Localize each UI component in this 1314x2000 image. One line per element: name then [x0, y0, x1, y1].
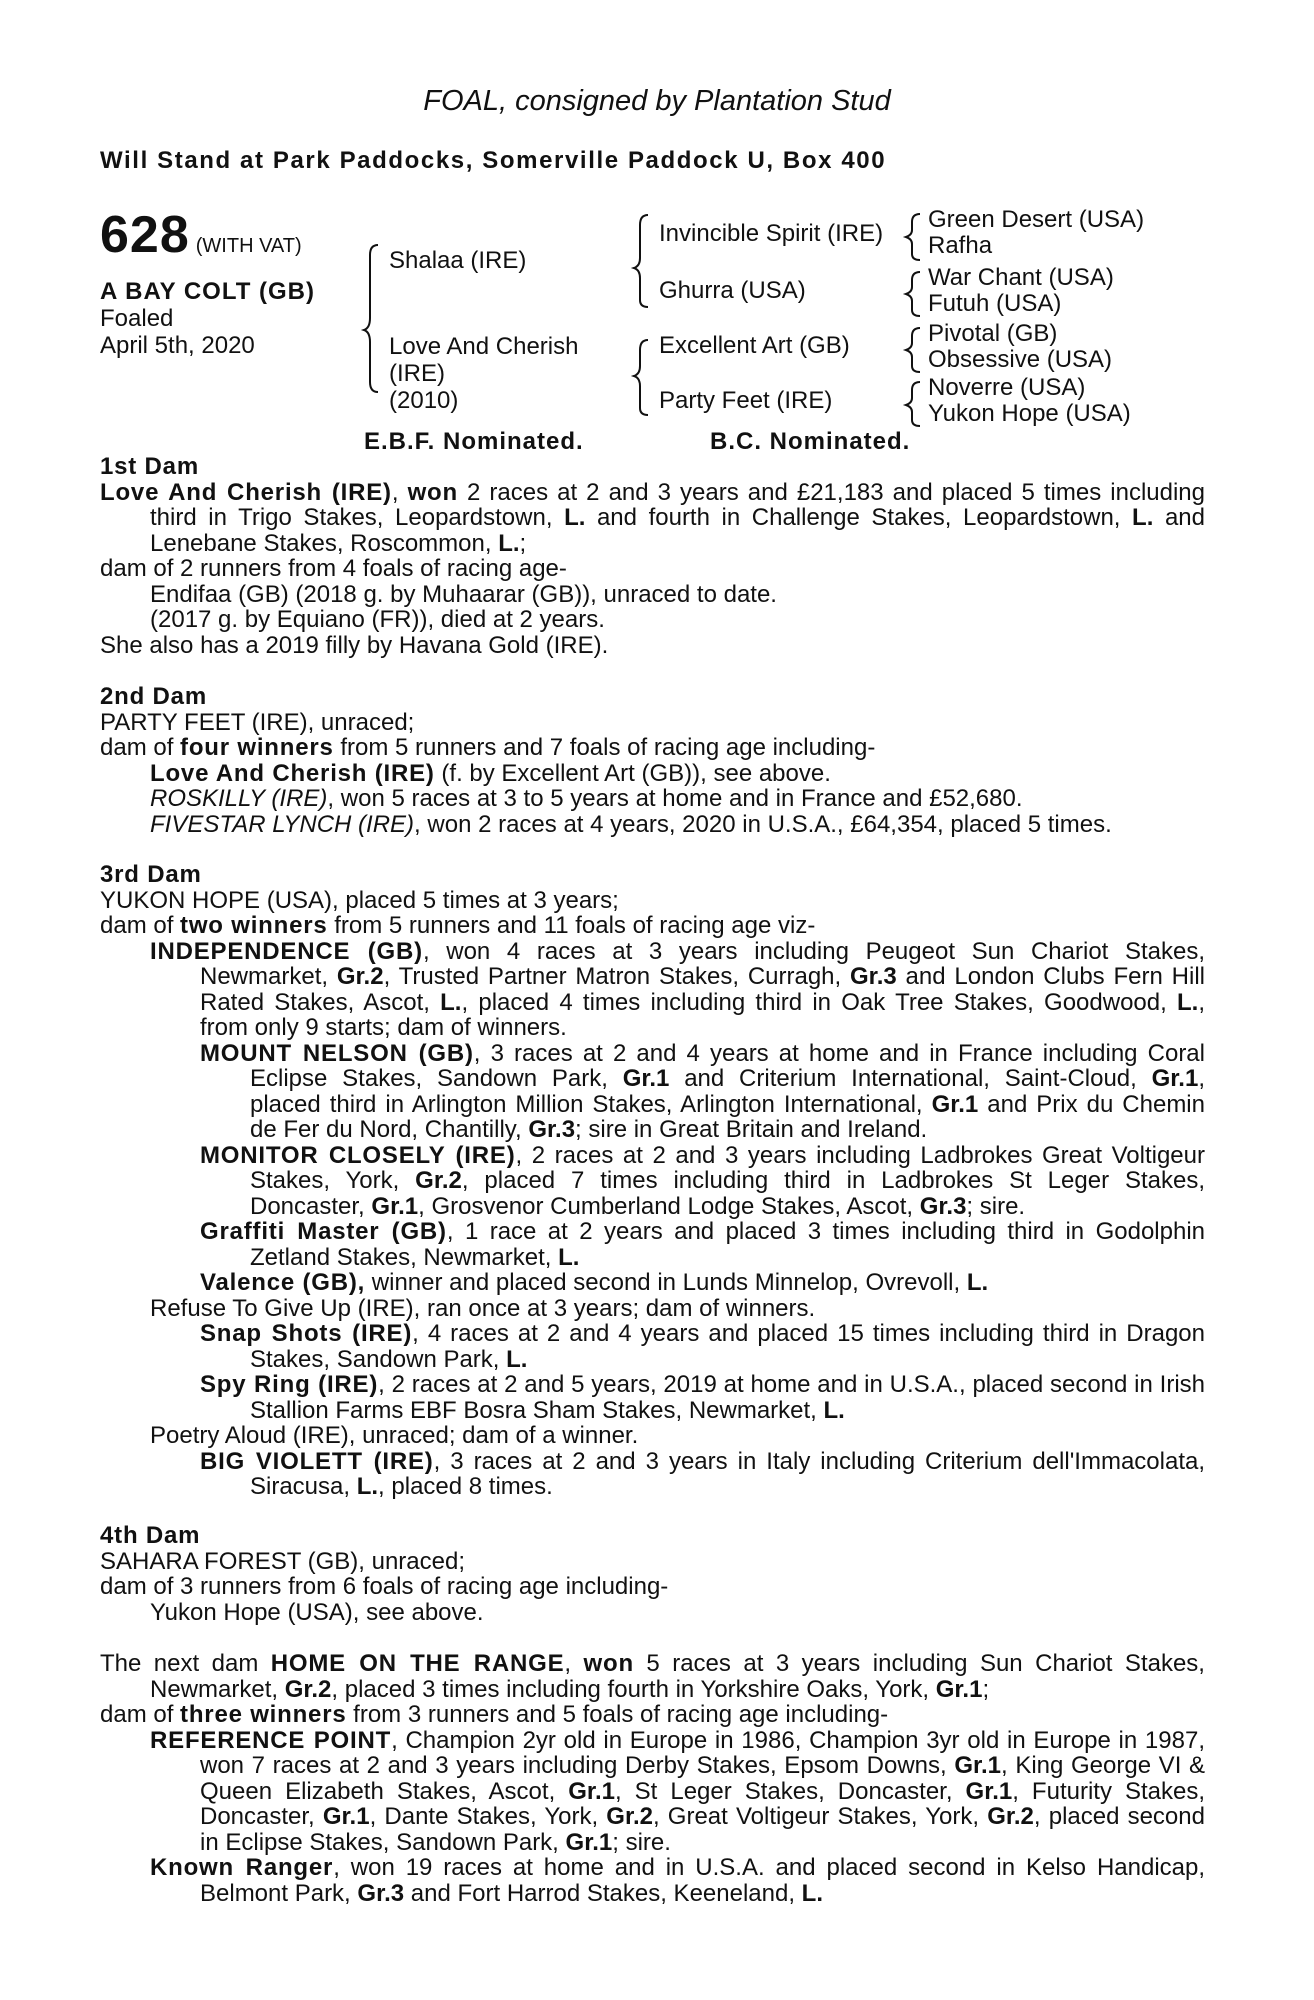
group-mark: Gr.1 [565, 1828, 613, 1856]
lot-title: A BAY COLT (GB) [100, 278, 316, 305]
progeny-name: MOUNT NELSON (GB) [200, 1039, 474, 1067]
progeny-snap-shots [100, 1321, 1205, 1372]
first-dam-heading: 1st Dam [100, 453, 199, 480]
sire-sire: Invincible Spirit (IRE) [659, 220, 884, 247]
record-text: from 5 runners and 11 foals of racing age viz- [327, 912, 816, 939]
group-mark: Gr.1 [954, 1752, 1002, 1779]
record-text: and London Clubs Fern Hill Rated Stakes, Ascot, [200, 963, 1205, 1016]
group-mark: Gr.1 [965, 1777, 1013, 1805]
record-text: and fourth in Challenge Stakes, Leopardstown, [585, 504, 1133, 531]
group-mark: Gr.3 [919, 1192, 967, 1220]
progeny-known-ranger [100, 1855, 1205, 1906]
sire-dam: Ghurra (USA) [659, 277, 806, 304]
group-mark: Gr.1 [371, 1192, 419, 1220]
record-text: The next dam [100, 1650, 271, 1677]
winners-count: three winners [180, 1701, 347, 1728]
record-text: and Lenebane Stakes, Roscommon, [150, 504, 1205, 557]
ggs-4: Futuh (USA) [928, 290, 1062, 317]
record-text: , Grosvenor Cumberland Lodge Stakes, Ascot, [418, 1192, 920, 1220]
third-dam-heading: 3rd Dam [100, 861, 202, 888]
record-text: , placed 3 times including fourth in Yorkshire Oaks, York, [331, 1675, 936, 1703]
dam-sire: Excellent Art (GB) [659, 332, 850, 359]
won-text: won [407, 478, 458, 506]
record-text: , Trusted Partner Matron Stakes, Curragh, [383, 963, 851, 990]
group-mark: Gr.1 [935, 1675, 983, 1703]
listed-mark: L. [1177, 988, 1199, 1016]
progeny-1: Endifaa (GB) (2018 g. by Muhaarar (GB)), unraced to date. [150, 580, 777, 608]
dam-name [389, 333, 578, 414]
group-mark: Gr.1 [322, 1803, 370, 1830]
record-text: ; sire. [966, 1192, 1026, 1220]
listed-mark: L. [823, 1396, 845, 1424]
foaled-label: Foaled [100, 305, 174, 332]
second-dam-section [100, 684, 1205, 837]
record-text: and Criterium International, Saint-Cloud, [669, 1065, 1152, 1092]
lot-heading: FOAL, consigned by Plantation Stud [423, 85, 891, 117]
progeny-name: INDEPENDENCE (GB) [150, 937, 423, 965]
ggs-6: Obsessive (USA) [928, 346, 1113, 373]
record-text: , St Leger Stakes, Doncaster, [614, 1777, 966, 1805]
progeny-3 [100, 812, 1205, 838]
next-dam-name: HOME ON THE RANGE [270, 1650, 565, 1677]
listed-mark: L. [1132, 504, 1154, 531]
group-mark: Gr.1 [622, 1065, 670, 1092]
first-dam-section [100, 454, 1205, 658]
stand-location: Will Stand at Park Paddocks, Somerville Paddock U, Box 400 [100, 147, 887, 174]
ggs-3: War Chant (USA) [928, 264, 1114, 291]
fourth-dam-section [100, 1523, 1205, 1625]
ggs-8: Yukon Hope (USA) [928, 400, 1131, 427]
fourth-dam-heading: 4th Dam [100, 1522, 201, 1549]
next-dam-section [100, 1651, 1205, 1906]
next-dam-produce [100, 1702, 1205, 1728]
group-mark: Gr.2 [606, 1803, 653, 1830]
dam-name-line3: (2010) [389, 387, 459, 414]
record-text: , placed third in Arlington Million Stakes, Arlington International, [250, 1065, 1205, 1118]
progeny-poetry-aloud: Poetry Aloud (IRE), unraced; dam of a winner. [150, 1422, 639, 1449]
progeny-valence [100, 1270, 1205, 1296]
record-text: and Prix du Chemin de Fer du Nord, Chantilly, [250, 1090, 1205, 1143]
progeny-independence [100, 939, 1205, 1041]
second-dam-heading: 2nd Dam [100, 683, 207, 710]
progeny-name: Graffiti Master (GB) [200, 1218, 447, 1245]
third-dam-produce [100, 913, 1205, 939]
first-dam-record: Love And Cherish (IRE), won 2 races at 2 and 3 years and £21,183 and placed 5 times including third in Trigo Stakes, Leopardstown, L. and fourth in Challenge Stakes, Leopardstown, L. and Lenebane Stakes, Roscommon, L.; [100, 478, 1206, 557]
listed-mark: L. [564, 504, 586, 531]
ggs-7: Noverre (USA) [928, 374, 1086, 401]
record-text: , from only 9 starts; dam of winners. [200, 988, 1206, 1041]
group-mark: Gr.2 [415, 1167, 462, 1194]
listed-mark: L. [356, 1473, 379, 1500]
listed-mark: L. [558, 1243, 580, 1271]
winners-count: two winners [180, 912, 328, 939]
record-text: ; sire in Great Britain and Ireland. [575, 1116, 928, 1143]
sire-name: Shalaa (IRE) [389, 247, 527, 274]
record-text: , won 2 races at 4 years, 2020 in U.S.A., £64,354, placed 5 times. [414, 810, 1112, 838]
record-text: , 2 races at 2 and 5 years, 2019 at home and in U.S.A., placed second in Irish Stallion Farms EBF Bosra Sham Stakes, Newmarket, [250, 1371, 1206, 1424]
third-dam-line: YUKON HOPE (USA), placed 5 times at 3 years; [100, 886, 619, 914]
progeny-reference-point [100, 1728, 1205, 1856]
record-text: , 1 race at 2 years and placed 3 times including third in Godolphin Zetland Stakes, Newmarket, [250, 1218, 1205, 1271]
progeny-name: Spy Ring (IRE) [200, 1371, 379, 1398]
progeny-2: (2017 g. by Equiano (FR)), died at 2 years. [150, 606, 605, 633]
progeny-graffiti-master [100, 1219, 1205, 1270]
record-text: , Futurity Stakes, Doncaster, [200, 1777, 1206, 1830]
listed-mark: L. [966, 1269, 989, 1296]
record-text: from 5 runners and 7 foals of racing age including- [333, 734, 876, 761]
record-text: , Dante Stakes, York, [369, 1803, 607, 1830]
vat-note: (WITH VAT) [195, 235, 302, 257]
bc-nomination: B.C. Nominated. [710, 428, 911, 455]
group-mark: Gr.3 [357, 1879, 405, 1907]
group-mark: Gr.1 [568, 1777, 615, 1805]
progeny-name: REFERENCE POINT [150, 1726, 392, 1754]
dam-name-line2: (IRE) [389, 360, 445, 387]
second-dam-produce [100, 735, 1205, 761]
progeny-1: Yukon Hope (USA), see above. [150, 1598, 484, 1626]
second-dam-line: PARTY FEET (IRE), unraced; [100, 708, 415, 736]
record-text: dam of [100, 1701, 181, 1728]
progeny-refuse-to-give-up: Refuse To Give Up (IRE), ran once at 3 years; dam of winners. [150, 1294, 816, 1322]
record-text: , placed 7 times including third in Ladbrokes St Leger Stakes, Doncaster, [250, 1167, 1205, 1220]
record-text: 2 races at 2 and 3 years and £21,183 and placed 5 times including third in Trigo Stakes, Leopardstown, [150, 478, 1206, 531]
foaled-date: April 5th, 2020 [100, 332, 255, 359]
listed-mark: L. [801, 1879, 823, 1907]
record-text: ; [982, 1675, 990, 1703]
progeny-mount-nelson [100, 1041, 1205, 1143]
first-dam-name: Love And Cherish (IRE) [100, 478, 392, 506]
record-text: , placed 8 times. [378, 1473, 553, 1500]
group-mark: Gr.2 [336, 963, 384, 990]
listed-mark: L. [506, 1345, 528, 1373]
record-text: , won 5 races at 3 to 5 years at home and in France and £52,680. [327, 785, 1023, 812]
record-text: , placed second in Eclipse Stakes, Sandown Park, [200, 1803, 1205, 1856]
record-text: winner and placed second in Lunds Minnelop, Ovrevoll, [365, 1269, 967, 1296]
fourth-dam-produce: dam of 3 runners from 6 foals of racing age including- [100, 1573, 669, 1600]
ggs-5: Pivotal (GB) [928, 320, 1058, 347]
record-text: ; [519, 529, 527, 557]
record-text: , placed 4 times including third in Oak Tree Stakes, Goodwood, [461, 988, 1178, 1016]
record-text: , won 19 races at home and in U.S.A. and placed second in Kelso Handicap, Belmont Park, [200, 1854, 1206, 1907]
progeny-1 [100, 761, 1205, 787]
progeny-big-violett [100, 1449, 1205, 1500]
group-mark: Gr.2 [987, 1803, 1034, 1830]
won-text: won [583, 1650, 634, 1677]
group-mark: Gr.3 [528, 1116, 576, 1143]
listed-mark: L. [440, 988, 462, 1016]
progeny-name: ROSKILLY (IRE) [150, 785, 328, 812]
listed-mark: L. [498, 529, 520, 557]
record-text: , 2 races at 2 and 3 years including Ladbrokes Great Voltigeur Stakes, York, [250, 1141, 1205, 1194]
progeny-name: Valence (GB), [200, 1269, 366, 1296]
group-mark: Gr.1 [931, 1090, 979, 1118]
dam-name-line1: Love And Cherish [389, 333, 579, 360]
progeny-monitor-closely [100, 1143, 1205, 1220]
record-text: , Champion 2yr old in Europe in 1986, Champion 3yr old in Europe in 1987, won 7 races at 2 and 3 years including Derby Stakes, Epsom Downs, [200, 1726, 1205, 1779]
record-text: dam of [100, 734, 181, 761]
ebf-nomination: E.B.F. Nominated. [364, 428, 584, 455]
record-text: ; sire. [612, 1828, 671, 1856]
ggs-2: Rafha [928, 232, 993, 259]
next-dam-record [100, 1651, 1205, 1702]
record-text: , 4 races at 2 and 4 years and placed 15 times including third in Dragon Stakes, Sandown Park, [250, 1320, 1205, 1373]
ggs-1: Green Desert (USA) [928, 206, 1145, 233]
record-text: , King George VI & Queen Elizabeth Stakes, Ascot, [200, 1752, 1206, 1805]
record-text: (f. by Excellent Art (GB)), see above. [434, 759, 831, 787]
record-text: , [564, 1650, 584, 1677]
third-dam-section [100, 862, 1205, 1500]
progeny-name: FIVESTAR LYNCH (IRE) [150, 810, 415, 838]
record-text: 5 races at 3 years including Sun Chariot Stakes, Newmarket, [150, 1650, 1205, 1703]
lot-number: 628 [100, 206, 190, 264]
record-text: , Great Voltigeur Stakes, York, [652, 1803, 988, 1830]
record-text: from 3 runners and 5 foals of racing age including- [346, 1701, 889, 1728]
group-mark: Gr.3 [850, 963, 897, 990]
fourth-dam-line: SAHARA FOREST (GB), unraced; [100, 1547, 466, 1575]
first-dam-produce: dam of 2 runners from 4 foals of racing age- [100, 555, 567, 582]
first-dam-also: She also has a 2019 filly by Havana Gold (IRE). [100, 631, 609, 659]
progeny-name: Known Ranger [150, 1854, 334, 1881]
progeny-name: Snap Shots (IRE) [200, 1320, 413, 1347]
record-text: , 3 races at 2 and 4 years at home and in France including Coral Eclipse Stakes, Sandown Park, [250, 1039, 1205, 1092]
record-text: dam of [100, 912, 181, 939]
group-mark: Gr.1 [1151, 1065, 1199, 1092]
group-mark: Gr.2 [284, 1675, 332, 1703]
winners-count: four winners [180, 734, 334, 761]
progeny-name: BIG VIOLETT (IRE) [200, 1447, 434, 1475]
progeny-name: MONITOR CLOSELY (IRE) [200, 1141, 516, 1169]
progeny-2 [100, 786, 1205, 812]
dam-dam: Party Feet (IRE) [659, 387, 833, 414]
record-text: , won 4 races at 3 years including Peugeot Sun Chariot Stakes, Newmarket, [200, 937, 1206, 990]
record-text: and Fort Harrod Stakes, Keeneland, [404, 1879, 802, 1907]
record-text: , 3 races at 2 and 3 years in Italy including Criterium dell'Immacolata, Siracusa, [250, 1447, 1205, 1500]
progeny-spy-ring [100, 1372, 1205, 1423]
progeny-name: Love And Cherish (IRE) [150, 759, 435, 787]
